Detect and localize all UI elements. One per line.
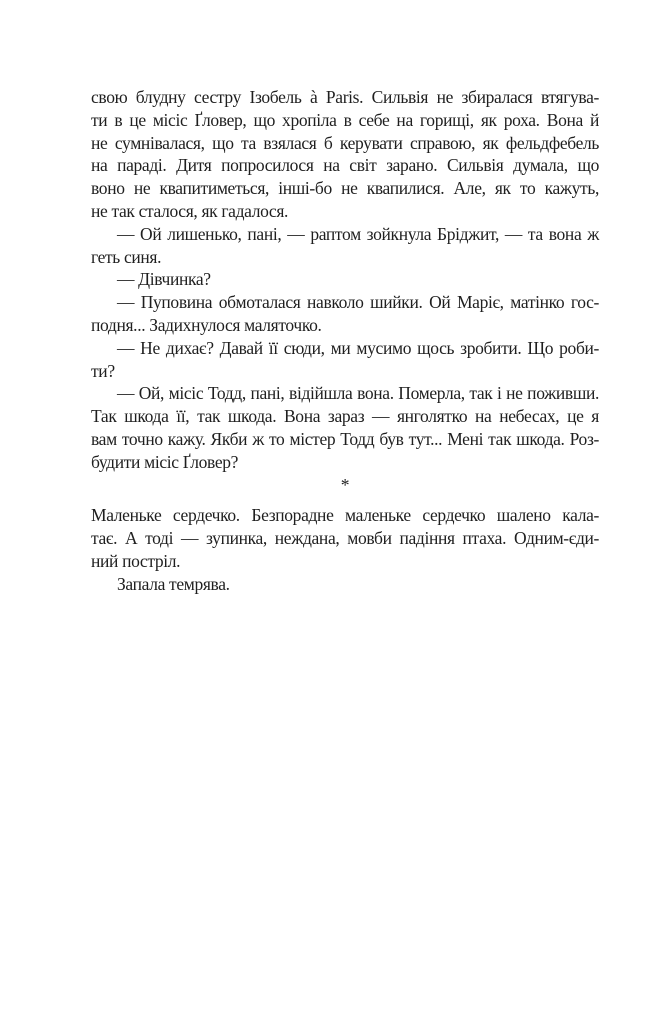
dialogue-paragraph	[91, 291, 599, 337]
text-line: тає. А тоді — зупинка, неждана, мовби падіння птаха. Одним-єди-	[91, 528, 599, 549]
text-line: не так сталося, як гадалося.	[91, 200, 289, 221]
text-line: — Дівчинка?	[117, 269, 211, 290]
text-line: не сумнівалася, що та взялася б керувати справою, як фельдфебель	[91, 132, 599, 153]
text-line: ти в це місіс Ґловер, що хропіла в себе на горищі, як роха. Вона й	[91, 109, 599, 130]
text-line: — Не дихає? Давай її сюди, ми мусимо щось зробити. Що роби-	[117, 337, 599, 358]
text-line: геть синя.	[91, 246, 162, 267]
text-line: подня... Задихнулося маляточко.	[91, 314, 322, 335]
dialogue-paragraph	[91, 382, 599, 473]
section-break-asterisk: *	[340, 474, 350, 495]
text-line: Запала темрява.	[117, 573, 230, 594]
text-line: — Ой, місіс Тодд, пані, відійшла вона. Померла, так і не поживши.	[117, 383, 599, 404]
text-line: будити місіс Ґловер?	[91, 451, 239, 472]
text-line: воно не квапитиметься, інші-бо не квапилися. Але, як то кажуть,	[91, 178, 599, 199]
text-line: Маленьке сердечко. Безпорадне маленьке сердечко шалено кала-	[91, 505, 599, 526]
page-text-block	[91, 86, 599, 596]
text-line: вам точно кажу. Якби ж то містер Тодд був тут... Мені так шкода. Роз-	[91, 428, 599, 449]
text-line: — Пуповина обмоталася навколо шийки. Ой Маріє, матінко гос-	[117, 292, 599, 313]
text-line: ти?	[91, 360, 115, 381]
text-line: Так шкода її, так шкода. Вона зараз — янголятко на небесах, це я	[91, 406, 599, 427]
paragraph	[91, 504, 599, 572]
text-line: — Ой лишенько, пані, — раптом зойкнула Бріджит, — та вона ж	[117, 223, 599, 244]
text-line: ний постріл.	[91, 550, 181, 571]
paragraph	[91, 86, 599, 223]
dialogue-paragraph	[91, 268, 599, 291]
dialogue-paragraph	[91, 223, 599, 269]
paragraph	[91, 573, 599, 596]
text-line: свою блудну сестру Ізобель à Paris. Сильвія не збиралася втягува-	[91, 87, 599, 107]
dialogue-paragraph	[91, 337, 599, 383]
text-line: на параді. Дитя попросилося на світ зарано. Сильвія думала, що	[91, 155, 599, 176]
